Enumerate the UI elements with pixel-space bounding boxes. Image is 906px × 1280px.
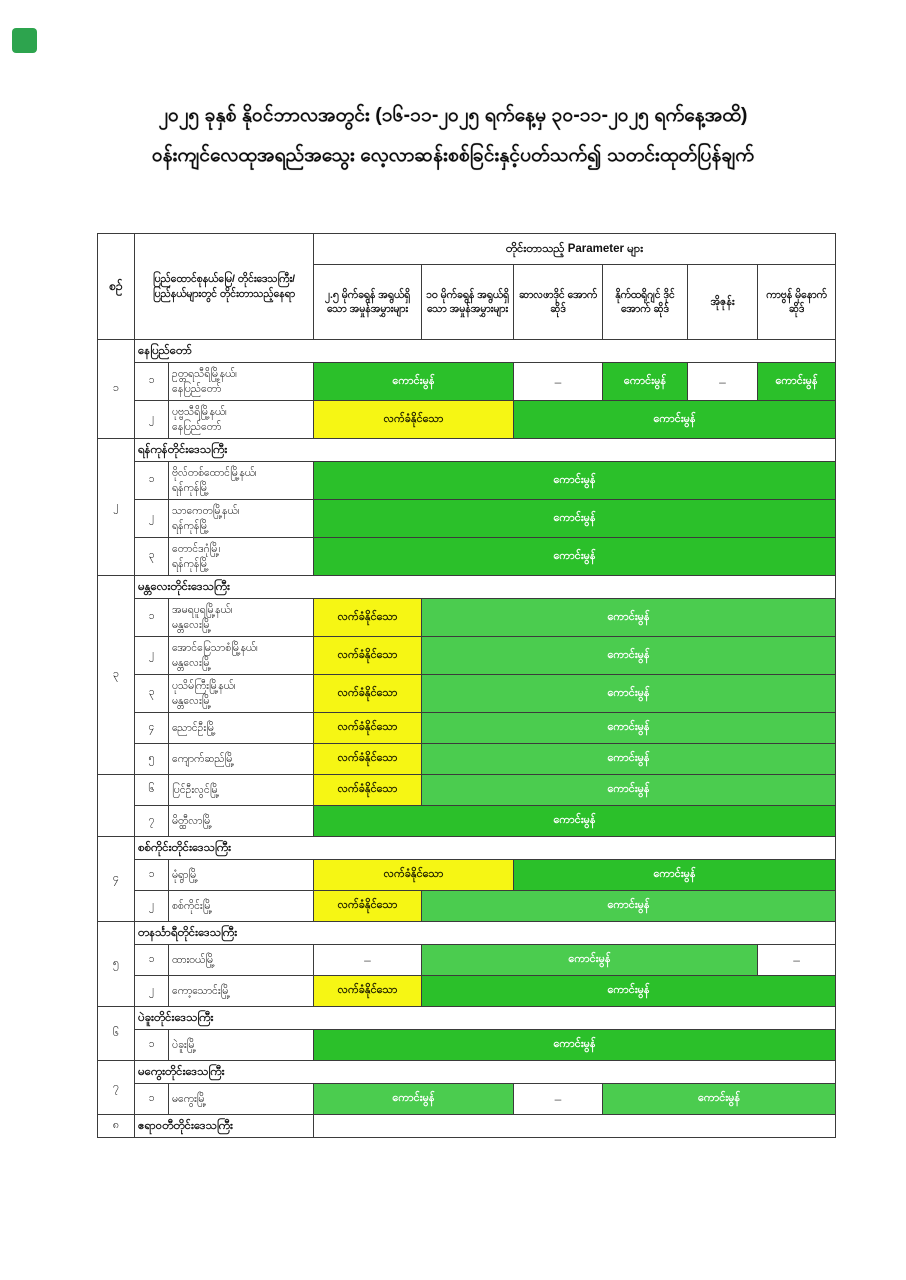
status-cell-good: ကောင်းမွန် [603,363,688,401]
measurement-location: ပဲခူးမြို့ [169,1030,314,1061]
column-header-so2: ဆာလဖာဒိုင် အောက်ဆိုဒ် [514,265,603,340]
row-number: ၂ [135,500,169,538]
section-number: ၃ [98,576,135,775]
section-name: ပဲခူးတိုင်းဒေသကြီး [135,1007,836,1030]
table-row [98,775,836,806]
column-header-no2: နိုက်ထရိုဂျင် ဒိုင်အောက် ဆိုဒ် [603,265,688,340]
status-cell-acceptable: လက်ခံနိုင်သော [314,775,422,806]
table-header [98,234,836,340]
table-row [98,637,836,675]
status-cell-dash: – [514,1084,603,1115]
status-cell-good-light: ကောင်းမွန် [422,945,758,976]
row-number: ၁ [135,462,169,500]
status-cell-good-light: ကောင်းမွန် [603,1084,836,1115]
status-cell-good: ကောင်းမွန် [314,462,836,500]
table-row [98,744,836,775]
measurement-location: တောင်ဒဂုံမြို့၊ ရန်ကုန်မြို့ [169,538,314,576]
measurement-location: ညောင်ဦးမြို့ [169,713,314,744]
section-name: စစ်ကိုင်းတိုင်းဒေသကြီး [135,837,836,860]
row-number: ၂ [135,401,169,439]
status-cell-good-light: ကောင်းမွန် [422,891,836,922]
measurement-location: အမရပူရမြို့နယ်၊ မန္တလေးမြို့ [169,599,314,637]
measurement-location: ပုဗ္ဗသီရိမြို့နယ်၊ နေပြည်တော် [169,401,314,439]
column-header-no: စဉ် [98,234,135,340]
status-cell-acceptable: လက်ခံနိုင်သော [314,860,514,891]
status-cell-good: ကောင်းမွန် [514,401,836,439]
table-row [98,891,836,922]
section-name: တနင်္သာရီတိုင်းဒေသကြီး [135,922,836,945]
status-cell-acceptable: လက်ခံနိုင်သော [314,713,422,744]
section-number: ၂ [98,439,135,576]
status-cell-acceptable: လက်ခံနိုင်သော [314,744,422,775]
status-cell-dash: – [758,945,836,976]
section-header-row [98,922,836,945]
column-header-co: ကာဗွန် မိုနောက် ဆိုဒ် [758,265,836,340]
status-cell-acceptable: လက်ခံနိုင်သော [314,599,422,637]
measurement-location: စစ်ကိုင်းမြို့ [169,891,314,922]
section-name: မန္တလေးတိုင်းဒေသကြီး [135,576,836,599]
section-header-row [98,439,836,462]
section-header-row [98,837,836,860]
row-number: ၃ [135,538,169,576]
section-number: ၁ [98,340,135,439]
table-row [98,462,836,500]
status-cell-good-light: ကောင်းမွန် [422,675,836,713]
status-cell-acceptable: လက်ခံနိုင်သော [314,891,422,922]
row-number: ၅ [135,744,169,775]
section-name: ဧရာဝတီတိုင်းဒေသကြီး [135,1115,314,1138]
measurement-location: ကျောက်ဆည်မြို့ [169,744,314,775]
row-number: ၁ [135,1030,169,1061]
status-cell-good: ကောင်းမွန် [758,363,836,401]
row-number: ၁ [135,860,169,891]
measurement-location: မိတ္ထီလာမြို့ [169,806,314,837]
table-body [98,340,836,1138]
section-number: ၄ [98,837,135,922]
measurement-location: ပြင်ဦးလွင်မြို့ [169,775,314,806]
status-cell-acceptable: လက်ခံနိုင်သော [314,675,422,713]
row-number: ၂ [135,891,169,922]
measurement-location: သာကေတမြို့နယ်၊ ရန်ကုန်မြို့ [169,500,314,538]
measurement-location: မကွေးမြို့ [169,1084,314,1115]
header-row-group [98,234,836,265]
table-row [98,860,836,891]
status-cell-good: ကောင်းမွန် [314,363,514,401]
measurement-location: မုံရွာမြို့ [169,860,314,891]
row-number: ၄ [135,713,169,744]
measurement-location: ထားဝယ်မြို့ [169,945,314,976]
table-row [98,976,836,1007]
table-row [98,713,836,744]
table-row [98,500,836,538]
section-number: ၆ [98,1007,135,1061]
row-number: ၇ [135,806,169,837]
status-cell-good-light: ကောင်းမွန် [314,1084,514,1115]
measurement-location: ဥတ္တရသီရိမြို့နယ်၊ နေပြည်တော် [169,363,314,401]
status-cell-good-light: ကောင်းမွန် [422,599,836,637]
status-cell-good: ကောင်းမွန် [314,500,836,538]
status-cell-good: ကောင်းမွန် [514,860,836,891]
status-cell-good-light: ကောင်းမွန် [422,775,836,806]
table-row [98,675,836,713]
table-row [98,1030,836,1061]
status-cell-good-light: ကောင်းမွန် [422,713,836,744]
measurement-location: ပုသိမ်ကြီးမြို့နယ်၊ မန္တလေးမြို့ [169,675,314,713]
table-row [98,538,836,576]
row-number: ၆ [135,775,169,806]
report-title [0,96,906,176]
measurement-location: အောင်မြေသာစံမြို့နယ်၊ မန္တလေးမြို့ [169,637,314,675]
status-cell-dash: – [688,363,758,401]
table-row [98,401,836,439]
section-header-row [98,576,836,599]
section-name: မကွေးတိုင်းဒေသကြီး [135,1061,836,1084]
status-cell-good-light: ကောင်းမွန် [422,744,836,775]
column-header-ozone: အိုဇုန်း [688,265,758,340]
column-header-pm10: ၁၀ မိုက်ခရွန် အရွယ်ရှိသော အမှုန်အမွှားများ [422,265,514,340]
report-title-line1: ၂၀၂၅ ခုနှစ် နိုဝင်ဘာလအတွင်း (၁၆-၁၁-၂၀၂၅ ရက်နေ့မှ ၃၀-၁၁-၂၀၂၅ ရက်နေ့အထိ) [158,105,748,126]
status-cell-dash: – [314,945,422,976]
section-name: နေပြည်တော် [135,340,836,363]
table-row [98,806,836,837]
status-cell-good: ကောင်းမွန် [422,976,836,1007]
empty-cell [314,1115,836,1138]
row-number: ၃ [135,675,169,713]
section-number: ၅ [98,922,135,1007]
row-number: ၁ [135,363,169,401]
section-number: ၇ [98,1061,135,1115]
status-cell-acceptable: လက်ခံနိုင်သော [314,637,422,675]
section-header-row [98,1061,836,1084]
row-number: ၁ [135,1084,169,1115]
green-corner-marker [12,28,37,53]
status-cell-good: ကောင်းမွန် [314,806,836,837]
column-header-location: ပြည်ထောင်စုနယ်မြေ/ တိုင်းဒေသကြီး/ ပြည်နယ်များတွင် တိုင်းတာသည့်နေရာ [135,234,314,340]
status-cell-acceptable: လက်ခံနိုင်သော [314,401,514,439]
table-row [98,599,836,637]
status-cell-good: ကောင်းမွန် [314,1030,836,1061]
section-header-row [98,340,836,363]
column-header-parameters-group: တိုင်းတာသည့် Parameter များ [314,234,836,265]
status-cell-dash: – [514,363,603,401]
section-header-row [98,1115,836,1138]
table-row [98,363,836,401]
status-cell-good: ကောင်းမွန် [314,538,836,576]
table-row [98,1084,836,1115]
row-number: ၁ [135,945,169,976]
row-number: ၂ [135,976,169,1007]
measurement-location: ဗိုလ်တစ်ထောင်မြို့နယ်၊ ရန်ကုန်မြို့ [169,462,314,500]
report-title-line2: ဝန်းကျင်လေထုအရည်အသွေး လေ့လာဆန်းစစ်ခြင်းနှင့်ပတ်သက်၍ သတင်းထုတ်ပြန်ချက် [151,145,755,166]
measurement-location: ကော့သောင်းမြို့ [169,976,314,1007]
section-number: ၈ [98,1115,135,1138]
section-name: ရန်ကုန်တိုင်းဒေသကြီး [135,439,836,462]
row-number: ၂ [135,637,169,675]
air-quality-table [97,233,836,1138]
section-header-row [98,1007,836,1030]
table-row [98,945,836,976]
status-cell-good-light: ကောင်းမွန် [422,637,836,675]
row-number: ၁ [135,599,169,637]
column-header-pm25: ၂.၅ မိုက်ခရွန် အရွယ်ရှိသော အမှုန်အမွှားများ [314,265,422,340]
section-number-continued [98,775,135,837]
status-cell-acceptable: လက်ခံနိုင်သော [314,976,422,1007]
